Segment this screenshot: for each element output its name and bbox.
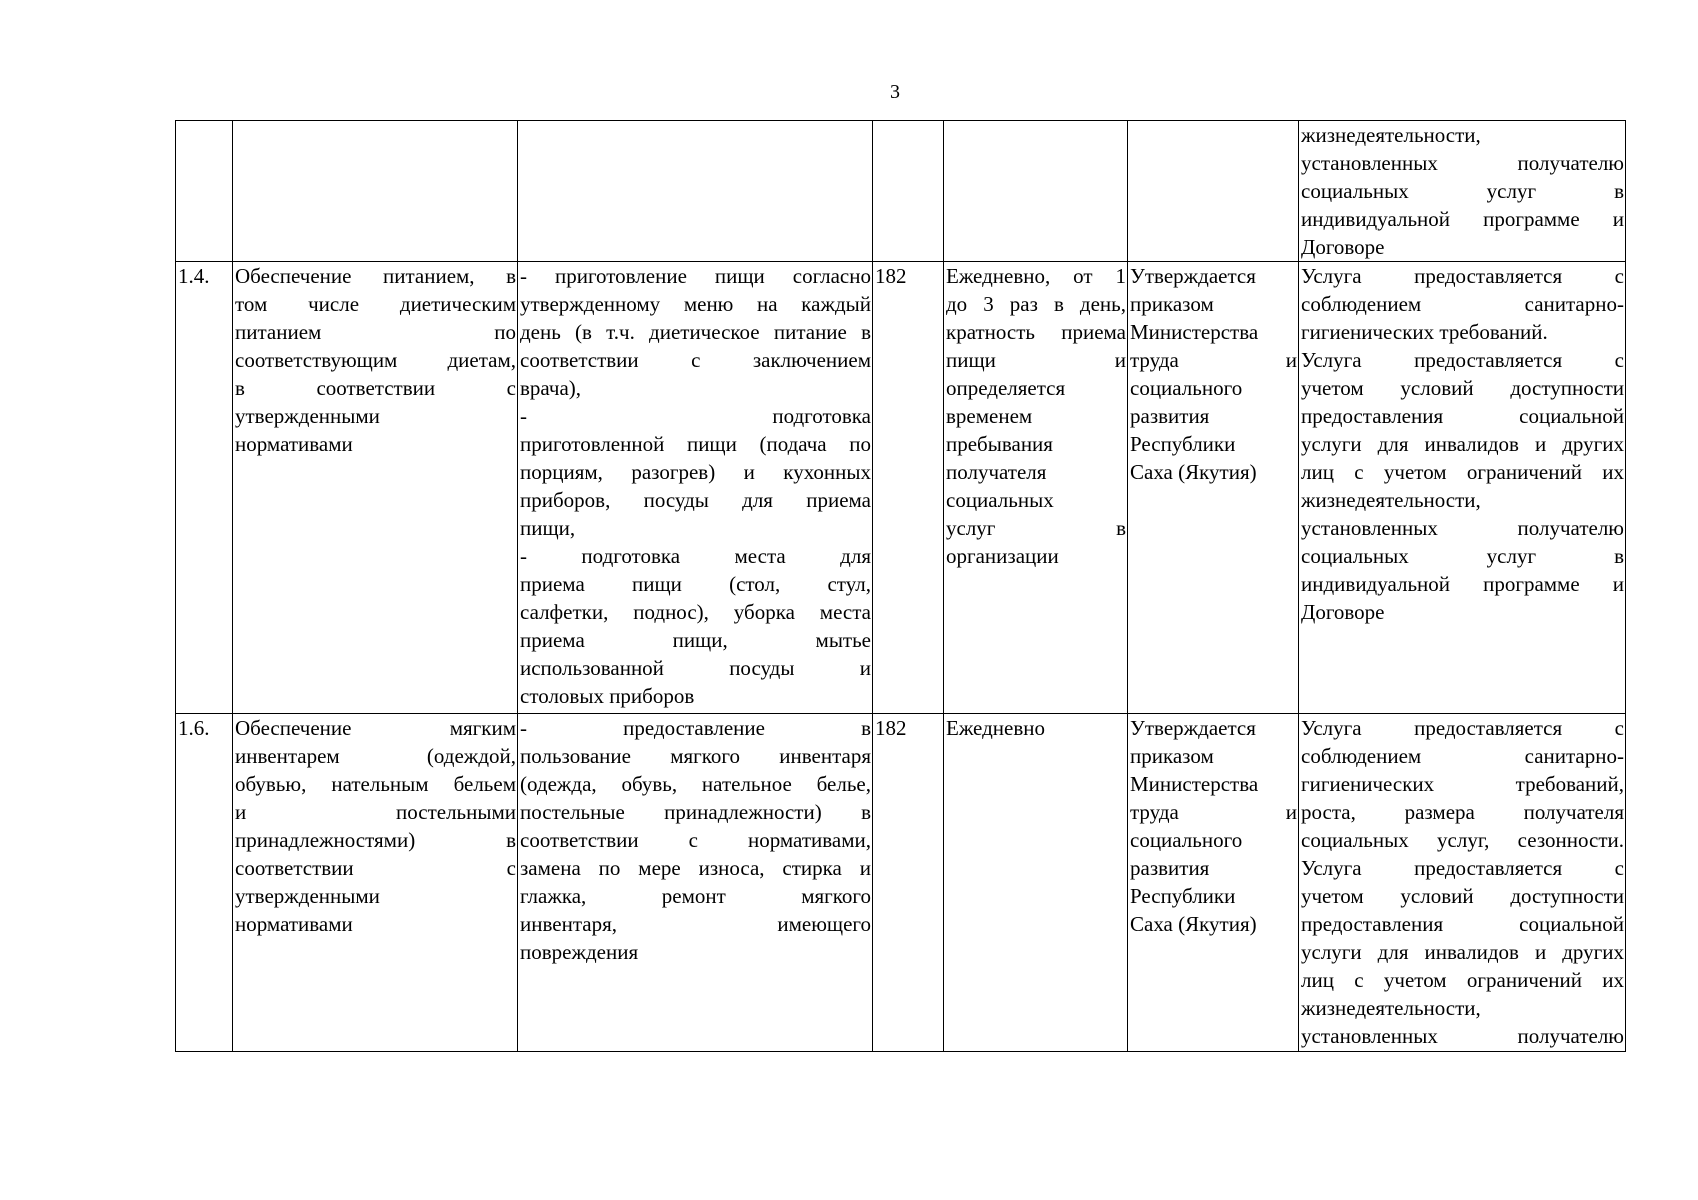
text-line: индивидуальной программе и bbox=[1301, 572, 1624, 596]
text-line: питанием по bbox=[235, 320, 516, 344]
page-number: 3 bbox=[890, 81, 900, 103]
text-line: гигиенических требований. bbox=[1301, 320, 1548, 344]
row-number: 1.4. bbox=[178, 264, 210, 288]
text-line: услуги для инвалидов и других bbox=[1301, 940, 1624, 964]
service-conditions-cell bbox=[1299, 121, 1626, 262]
text-line: врача), bbox=[520, 376, 582, 400]
text-line: развития bbox=[1130, 404, 1210, 428]
service-code: 182 bbox=[875, 264, 907, 288]
text-line: соблюдением санитарно- bbox=[1301, 744, 1624, 768]
text-line: роста, размера получателя bbox=[1301, 800, 1624, 824]
text-line: Утверждается bbox=[1130, 264, 1256, 288]
text-line: соответствующим диетам, bbox=[235, 348, 516, 372]
text-line: пищи и bbox=[946, 348, 1126, 372]
text-line: Министерства bbox=[1130, 320, 1259, 344]
service-name-cell bbox=[233, 121, 518, 262]
row-number-cell bbox=[176, 262, 233, 714]
text-line: и постельными bbox=[235, 800, 516, 824]
text-line: салфетки, поднос), уборка места bbox=[520, 600, 871, 624]
text-line: получателя bbox=[946, 460, 1047, 484]
text-line: жизнедеятельности, bbox=[1301, 996, 1481, 1020]
service-content-cell bbox=[518, 262, 873, 714]
text-line: Обеспечение мягким bbox=[235, 716, 516, 740]
service-cost-cell bbox=[1128, 121, 1299, 262]
text-line: соблюдением санитарно- bbox=[1301, 292, 1624, 316]
text-line: развития bbox=[1130, 856, 1210, 880]
text-line: утвержденному меню на каждый bbox=[520, 292, 871, 316]
service-code-cell bbox=[873, 714, 944, 1052]
service-frequency-cell bbox=[944, 262, 1128, 714]
text-line: учетом условий доступности bbox=[1301, 376, 1624, 400]
text-line: определяется bbox=[946, 376, 1066, 400]
text-line: услуги для инвалидов и других bbox=[1301, 432, 1624, 456]
text-line: предоставления социальной bbox=[1301, 912, 1624, 936]
text-line: услуг в bbox=[946, 516, 1126, 540]
text-line: глажка, ремонт мягкого bbox=[520, 884, 871, 908]
service-cost-cell bbox=[1128, 714, 1299, 1052]
text-line: использованной посуды и bbox=[520, 656, 871, 680]
text-line: обувью, нательным бельем bbox=[235, 772, 516, 796]
text-line: социальных услуг в bbox=[1301, 544, 1624, 568]
text-line: кратность приема bbox=[946, 320, 1126, 344]
table-row bbox=[176, 121, 1626, 262]
text-line: - предоставление в bbox=[520, 716, 871, 740]
text-line: учетом условий доступности bbox=[1301, 884, 1624, 908]
text-line: соответствии с заключением bbox=[520, 348, 871, 372]
text-line: утвержденными bbox=[235, 404, 380, 428]
text-line: приборов, посуды для приема bbox=[520, 488, 871, 512]
text-line: пищи, bbox=[520, 516, 576, 540]
text-line: постельные принадлежности) в bbox=[520, 800, 871, 824]
text-line: нормативами bbox=[235, 912, 353, 936]
text-line: Министерства bbox=[1130, 772, 1259, 796]
text-line: приказом bbox=[1130, 292, 1214, 316]
text-line: предоставления социальной bbox=[1301, 404, 1624, 428]
service-content-cell bbox=[518, 714, 873, 1052]
text-line: социального bbox=[1130, 376, 1243, 400]
row-number-cell bbox=[176, 121, 233, 262]
text-line: Ежедневно bbox=[946, 716, 1046, 740]
text-line: Республики bbox=[1130, 432, 1236, 456]
service-frequency-cell bbox=[944, 714, 1128, 1052]
service-code: 182 bbox=[875, 716, 907, 740]
text-line: лиц с учетом ограничений их bbox=[1301, 460, 1624, 484]
table-row bbox=[176, 262, 1626, 714]
service-code-cell bbox=[873, 121, 944, 262]
service-frequency-cell bbox=[944, 121, 1128, 262]
text-line: жизнедеятельности, bbox=[1301, 123, 1481, 147]
text-line: лиц с учетом ограничений их bbox=[1301, 968, 1624, 992]
text-line: инвентаря, имеющего bbox=[520, 912, 871, 936]
text-line: до 3 раз в день, bbox=[946, 292, 1126, 316]
service-code-cell bbox=[873, 262, 944, 714]
text-line: временем bbox=[946, 404, 1033, 428]
text-line: труда и bbox=[1130, 800, 1297, 824]
text-line: Ежедневно, от 1 bbox=[946, 264, 1126, 288]
text-line: установленных получателю bbox=[1301, 1024, 1624, 1048]
text-line: жизнедеятельности, bbox=[1301, 488, 1481, 512]
text-line: Услуга предоставляется с bbox=[1301, 716, 1624, 740]
service-content-cell bbox=[518, 121, 873, 262]
text-line: - подготовка bbox=[520, 404, 871, 428]
text-line: том числе диетическим bbox=[235, 292, 516, 316]
text-line: Республики bbox=[1130, 884, 1236, 908]
text-line: Услуга предоставляется с bbox=[1301, 348, 1624, 372]
text-line: утвержденными bbox=[235, 884, 380, 908]
text-line: социальных услуг в bbox=[1301, 179, 1624, 203]
text-line: Обеспечение питанием, в bbox=[235, 264, 516, 288]
service-conditions-cell bbox=[1299, 714, 1626, 1052]
text-line: Услуга предоставляется с bbox=[1301, 856, 1624, 880]
service-name-cell bbox=[233, 262, 518, 714]
row-number-cell bbox=[176, 714, 233, 1052]
text-line: гигиенических требований, bbox=[1301, 772, 1624, 796]
text-line: приема пищи (стол, стул, bbox=[520, 572, 871, 596]
text-line: соответствии с bbox=[235, 856, 516, 880]
text-line: пребывания bbox=[946, 432, 1053, 456]
text-line: Саха (Якутия) bbox=[1130, 460, 1257, 484]
text-line: приготовленной пищи (подача по bbox=[520, 432, 871, 456]
text-line: в соответствии с bbox=[235, 376, 516, 400]
table-row bbox=[176, 714, 1626, 1052]
text-line: повреждения bbox=[520, 940, 639, 964]
services-table bbox=[175, 120, 1626, 1052]
text-line: пользование мягкого инвентаря bbox=[520, 744, 871, 768]
text-line: приказом bbox=[1130, 744, 1214, 768]
text-line: замена по мере износа, стирка и bbox=[520, 856, 871, 880]
service-cost-cell bbox=[1128, 262, 1299, 714]
text-line: (одежда, обувь, нательное белье, bbox=[520, 772, 871, 796]
text-line: индивидуальной программе и bbox=[1301, 207, 1624, 231]
text-line: организации bbox=[946, 544, 1059, 568]
text-line: труда и bbox=[1130, 348, 1297, 372]
service-conditions-cell bbox=[1299, 262, 1626, 714]
text-line: социального bbox=[1130, 828, 1243, 852]
text-line: социальных услуг, сезонности. bbox=[1301, 828, 1624, 852]
text-line: Договоре bbox=[1301, 600, 1385, 624]
text-line: - приготовление пищи согласно bbox=[520, 264, 871, 288]
service-name-cell bbox=[233, 714, 518, 1052]
text-line: столовых приборов bbox=[520, 684, 695, 708]
text-line: Услуга предоставляется с bbox=[1301, 264, 1624, 288]
text-line: Утверждается bbox=[1130, 716, 1256, 740]
text-line: нормативами bbox=[235, 432, 353, 456]
text-line: день (в т.ч. диетическое питание в bbox=[520, 320, 871, 344]
text-line: принадлежностями) в bbox=[235, 828, 516, 852]
text-line: социальных bbox=[946, 488, 1054, 512]
text-line: Договоре bbox=[1301, 235, 1385, 259]
text-line: Саха (Якутия) bbox=[1130, 912, 1257, 936]
text-line: - подготовка места для bbox=[520, 544, 871, 568]
text-line: приема пищи, мытье bbox=[520, 628, 871, 652]
text-line: порциям, разогрев) и кухонных bbox=[520, 460, 871, 484]
text-line: установленных получателю bbox=[1301, 516, 1624, 540]
row-number: 1.6. bbox=[178, 716, 210, 740]
text-line: инвентарем (одеждой, bbox=[235, 744, 516, 768]
text-line: установленных получателю bbox=[1301, 151, 1624, 175]
text-line: соответствии с нормативами, bbox=[520, 828, 871, 852]
